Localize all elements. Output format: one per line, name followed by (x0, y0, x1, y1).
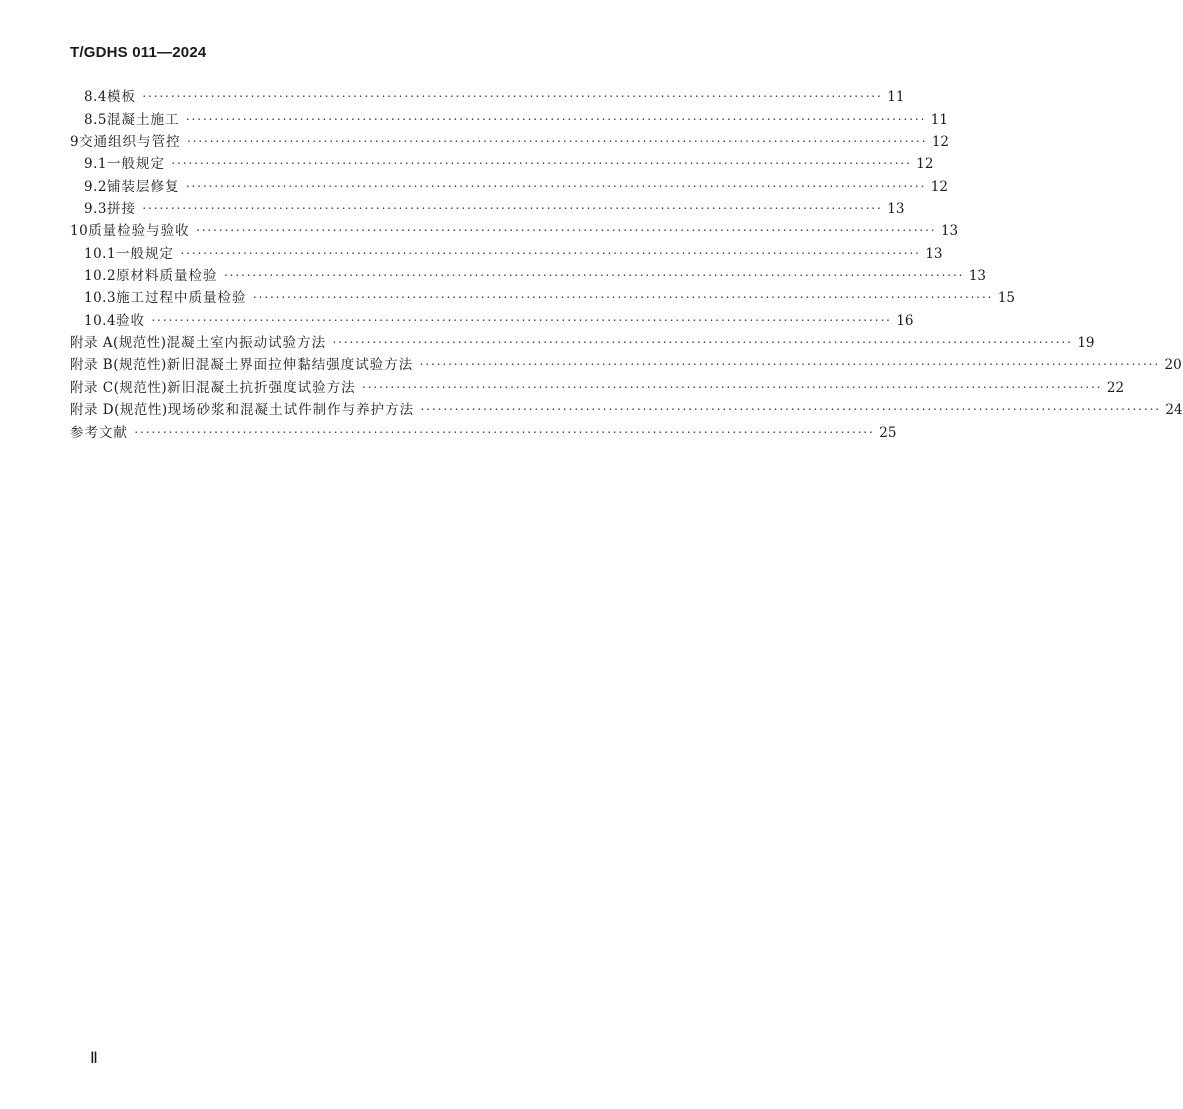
toc-entry-page: 13 (940, 223, 959, 240)
toc-entry-page: 16 (896, 312, 914, 329)
toc-entry-number: 10 (70, 223, 89, 240)
toc-leader-dots: ·································································································································· (180, 245, 921, 261)
toc-entry-title: 交通组织与管控 (79, 134, 181, 151)
toc-leader-dots: ·································································································································· (419, 357, 1160, 373)
toc-leader-dots: ·································································································································· (252, 290, 993, 306)
toc-entry-title: 混凝土施工 (106, 111, 180, 128)
toc-entry[interactable] (70, 84, 905, 106)
toc-entry-number: 9.2 (84, 178, 107, 195)
toc-entry[interactable] (70, 129, 950, 151)
toc-entry-page: 12 (931, 134, 950, 151)
table-of-contents (70, 84, 1183, 442)
toc-leader-dots: ·································································································································· (195, 223, 937, 239)
toc-entry-page: 13 (925, 245, 943, 262)
toc-entry-page: 12 (916, 156, 934, 173)
toc-entry-number: 10.4 (84, 312, 117, 329)
toc-entry-appendix[interactable] (70, 374, 1125, 396)
toc-entry-page: 13 (887, 201, 905, 218)
toc-entry-title: 新旧混凝土抗折强度试验方法 (167, 379, 356, 396)
toc-entry[interactable] (70, 240, 943, 262)
toc-entry-number: 附录 B(规范性) (70, 357, 167, 374)
toc-entry-appendix[interactable] (70, 330, 1095, 352)
toc-entry-number: 8.4 (84, 89, 107, 106)
toc-entry[interactable] (70, 285, 1015, 307)
toc-entry-number: 附录 A(规范性) (70, 335, 167, 352)
toc-entry-title: 现场砂浆和混凝土试件制作与养护方法 (167, 402, 415, 419)
toc-leader-dots: ·································································································································· (186, 134, 928, 150)
toc-leader-dots: ·································································································································· (361, 379, 1103, 395)
toc-entry-page: 20 (1164, 357, 1182, 374)
toc-entry-number: 10.1 (84, 245, 117, 262)
toc-entry-number: 附录 D(规范性) (70, 402, 168, 419)
toc-entry-title: 混凝土室内振动试验方法 (166, 335, 327, 352)
toc-entry-page: 22 (1106, 379, 1125, 396)
toc-entry-page: 15 (997, 290, 1015, 307)
toc-leader-dots: ·································································································································· (420, 402, 1161, 418)
toc-leader-dots: ·································································································································· (185, 178, 926, 194)
toc-entry-title: 一般规定 (106, 156, 165, 173)
toc-entry-appendix[interactable] (70, 397, 1183, 419)
toc-entry[interactable] (70, 151, 934, 173)
toc-leader-dots: ·································································································································· (170, 156, 912, 172)
toc-entry-number: 10.3 (84, 290, 117, 307)
toc-entry-title: 新旧混凝土界面拉伸黏结强度试验方法 (166, 357, 414, 374)
toc-leader-dots: ·································································································································· (185, 111, 926, 127)
toc-entry-page: 13 (968, 268, 986, 285)
toc-entry-number: 9 (70, 134, 80, 151)
toc-entry-page: 25 (879, 424, 897, 441)
toc-entry-page: 11 (930, 111, 948, 128)
toc-leader-dots: ·································································································································· (151, 312, 892, 328)
toc-entry[interactable] (70, 173, 948, 195)
toc-entry-number: 9.1 (84, 156, 107, 173)
toc-entry-title: 参考文献 (70, 424, 128, 441)
toc-entry-title: 模板 (106, 89, 136, 106)
toc-entry-title: 铺装层修复 (106, 178, 180, 195)
toc-entry-number: 9.3 (84, 201, 107, 218)
toc-entry-title: 质量检验与验收 (88, 223, 190, 240)
toc-entry-page: 19 (1077, 335, 1095, 352)
toc-entry-title: 验收 (116, 312, 146, 329)
toc-entry-number: 10.2 (84, 268, 117, 285)
toc-entry-page: 12 (930, 178, 948, 195)
toc-entry-number: 8.5 (84, 111, 107, 128)
toc-entry-references[interactable] (70, 419, 897, 441)
toc-entry[interactable] (70, 263, 986, 285)
toc-leader-dots: ·································································································································· (141, 89, 883, 105)
toc-entry-page: 24 (1165, 402, 1183, 419)
document-code: T/GDHS 011—2024 (70, 44, 207, 61)
toc-entry[interactable] (70, 106, 948, 128)
toc-entry-page: 11 (887, 89, 905, 106)
toc-leader-dots: ·································································································································· (332, 335, 1073, 351)
toc-leader-dots: ·································································································································· (134, 424, 875, 440)
toc-entry-title: 一般规定 (116, 245, 175, 262)
toc-entry[interactable] (70, 307, 914, 329)
toc-entry-appendix[interactable] (70, 352, 1182, 374)
toc-entry-title: 拼接 (106, 201, 136, 218)
page-number: Ⅱ (90, 1050, 98, 1067)
toc-entry[interactable] (70, 196, 905, 218)
toc-leader-dots: ·································································································································· (223, 268, 964, 284)
toc-leader-dots: ·································································································································· (141, 201, 883, 217)
toc-entry[interactable] (70, 218, 959, 240)
toc-entry-title: 原材料质量检验 (116, 268, 218, 285)
toc-entry-title: 施工过程中质量检验 (116, 290, 247, 307)
toc-entry-number: 附录 C(规范性) (70, 379, 168, 396)
